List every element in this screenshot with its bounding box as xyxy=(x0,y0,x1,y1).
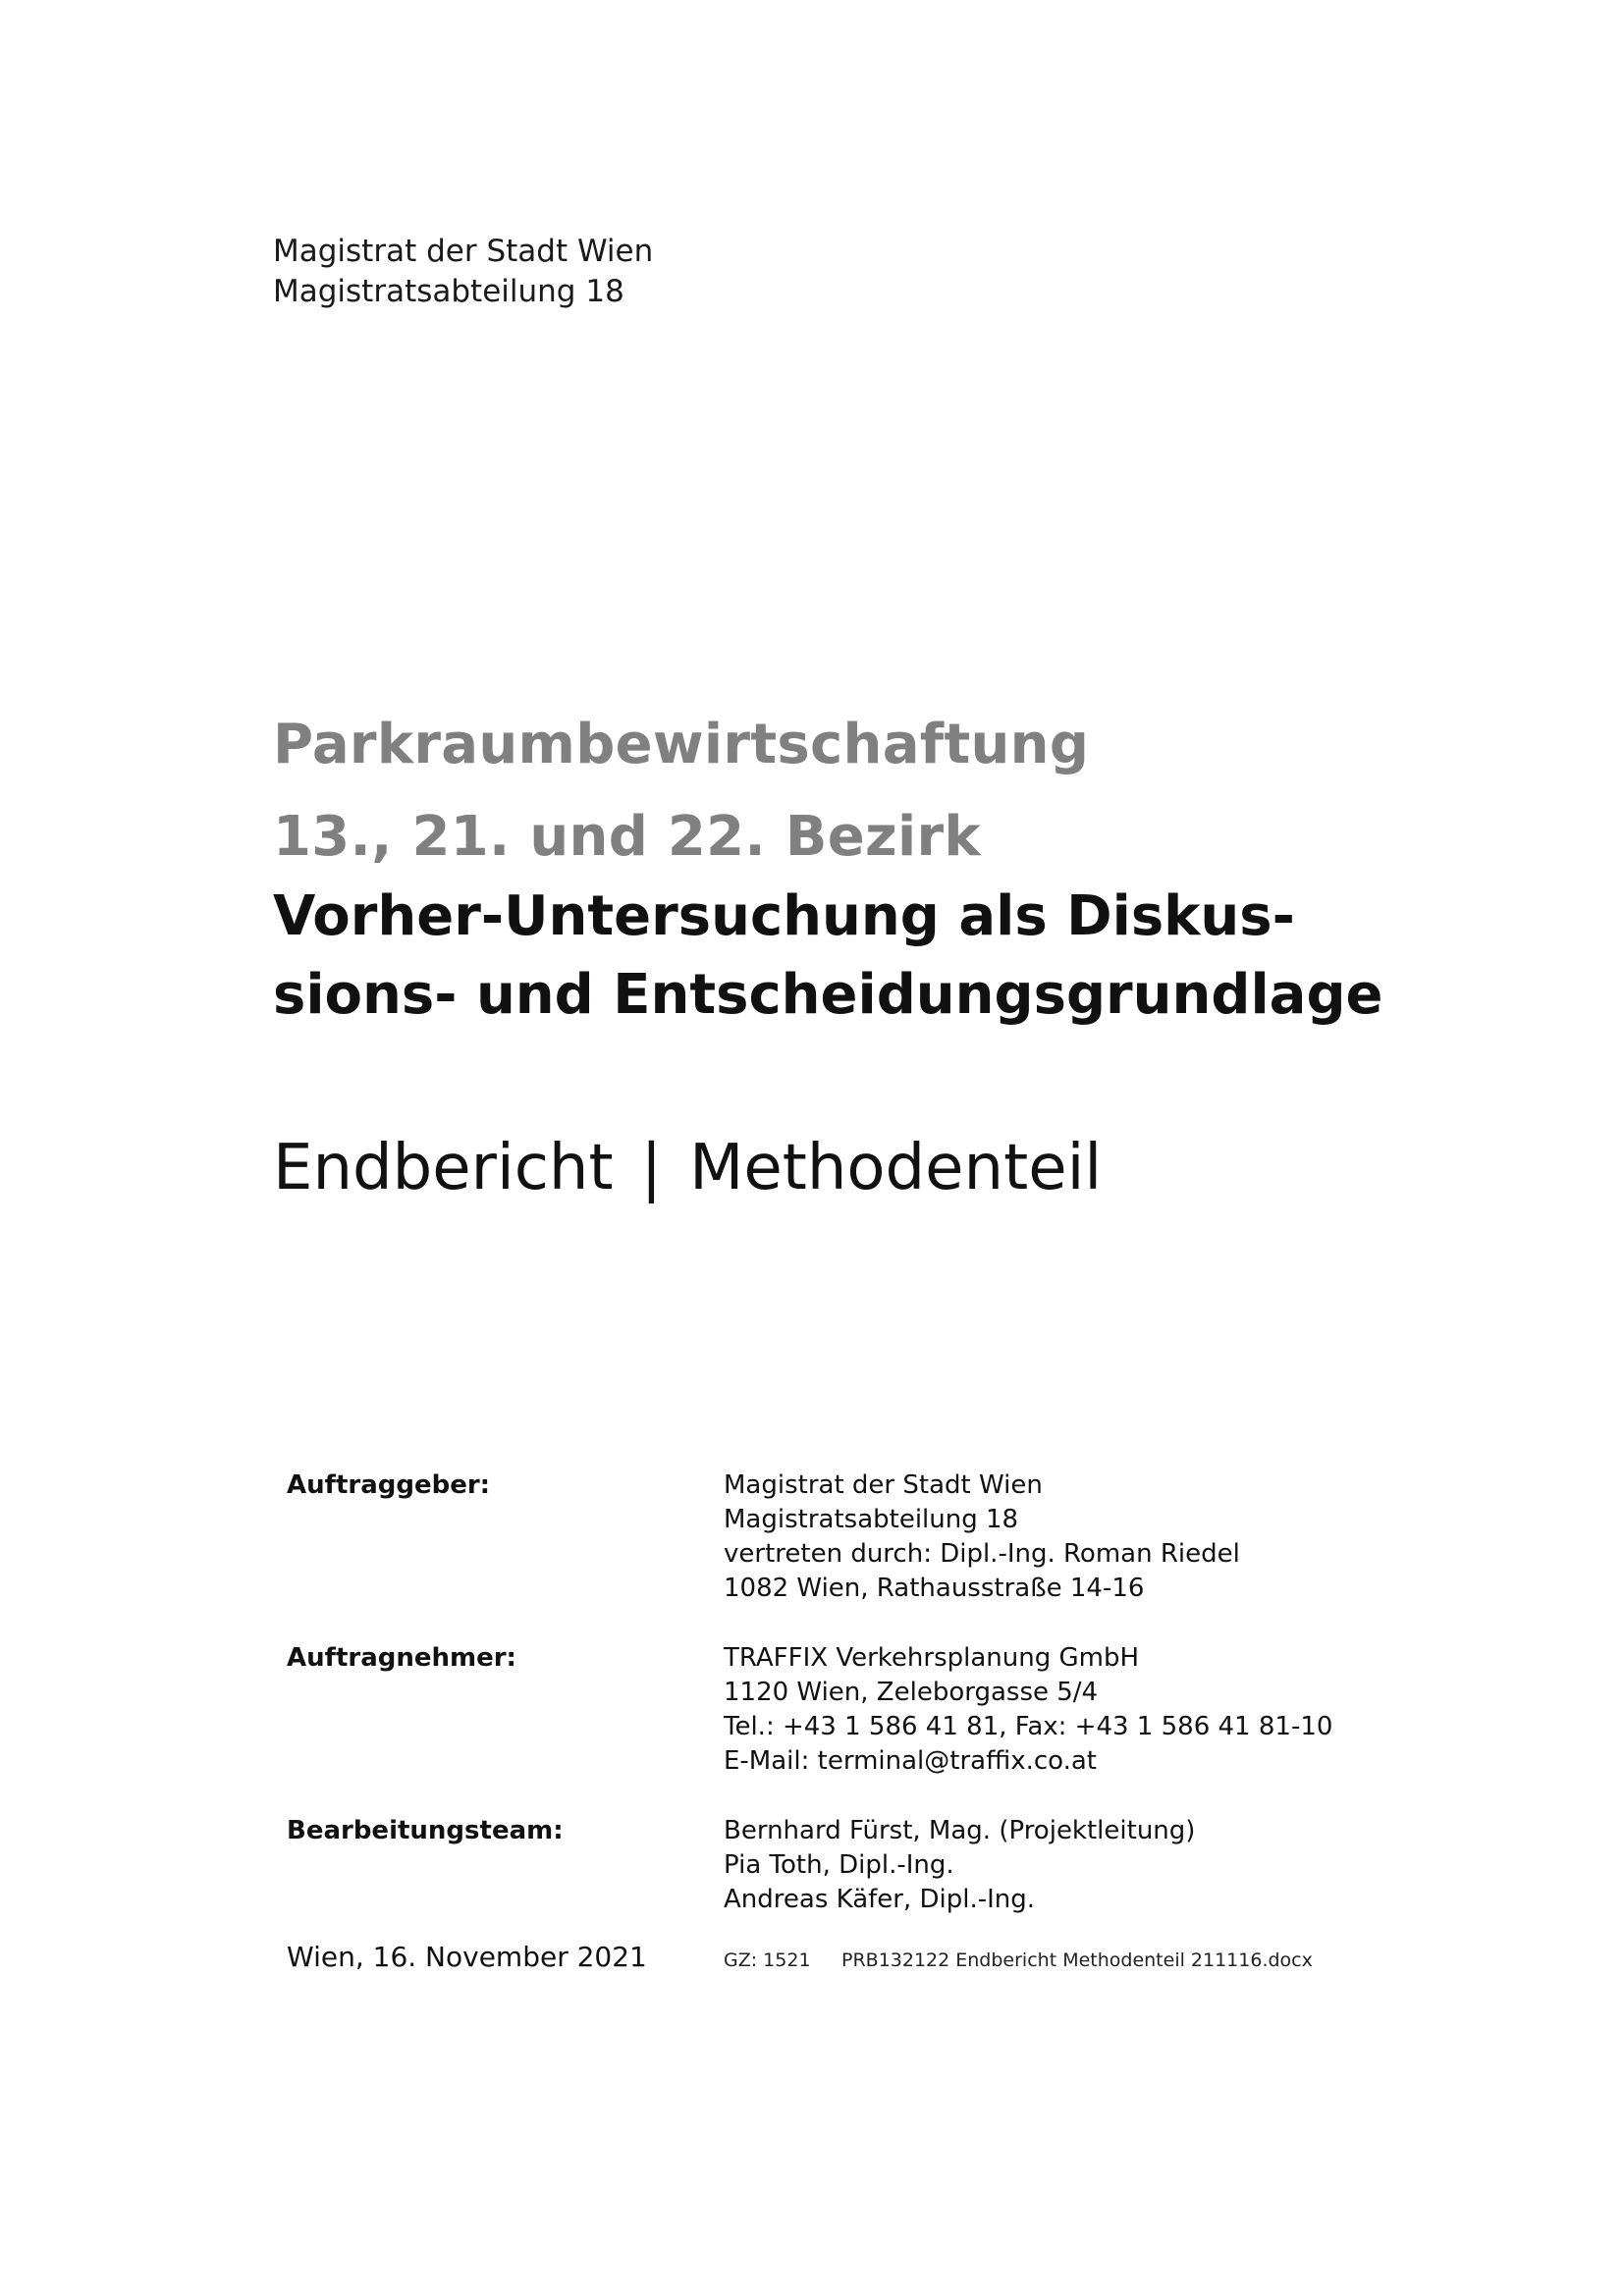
info-values xyxy=(724,1641,1367,1779)
report-type-part-2: Methodenteil xyxy=(689,1132,1103,1204)
info-label: Auftraggeber: xyxy=(287,1470,491,1500)
report-type-part-1: Endbericht xyxy=(273,1132,614,1204)
info-label: Bearbeitungsteam: xyxy=(287,1816,564,1845)
info-value-line: Magistrat der Stadt Wien xyxy=(724,1470,1043,1500)
info-value-line: E-Mail: terminal@traffix.co.at xyxy=(724,1746,1097,1776)
info-value-line: 1120 Wien, Zeleborgasse 5/4 xyxy=(724,1678,1099,1707)
reference-number: GZ: 1521 xyxy=(724,1949,811,1971)
report-type-separator: | xyxy=(640,1132,663,1204)
info-value-line: Bernhard Fürst, Mag. (Projektleitung) xyxy=(724,1816,1196,1845)
info-row-client xyxy=(287,1468,1367,1606)
info-value-line: Tel.: +43 1 586 41 81, Fax: +43 1 586 41 81-10 xyxy=(724,1712,1333,1741)
date-line: Wien, 16. November 2021 xyxy=(287,1941,647,1973)
issuer-line-2: Magistratsabteilung 18 xyxy=(273,274,624,309)
info-values xyxy=(724,1814,1367,1917)
file-name: PRB132122 Endbericht Methodenteil 211116.docx xyxy=(841,1949,1313,1971)
title-line-2: 13., 21. und 22. Bezirk xyxy=(273,805,981,869)
report-type xyxy=(273,1129,1102,1207)
info-row-contractor xyxy=(287,1641,1367,1779)
info-row-team xyxy=(287,1814,1367,1917)
info-value-line: 1082 Wien, Rathausstraße 14-16 xyxy=(724,1574,1145,1603)
title-block xyxy=(273,699,1549,1035)
project-info xyxy=(287,1468,1367,1952)
info-label: Auftragnehmer: xyxy=(287,1643,516,1673)
subtitle xyxy=(273,878,1549,1035)
info-value-line: Andreas Käfer, Dipl.-Ing. xyxy=(724,1885,1036,1914)
info-value-line: vertreten durch: Dipl.-Ing. Roman Riedel xyxy=(724,1539,1240,1569)
issuer-line-1: Magistrat der Stadt Wien xyxy=(273,234,654,269)
info-value-line: Pia Toth, Dipl.-Ing. xyxy=(724,1850,954,1880)
subtitle-line-2: sions- und Entscheidungsgrundlage xyxy=(273,963,1383,1027)
info-value-line: TRAFFIX Verkehrsplanung GmbH xyxy=(724,1643,1140,1673)
info-values xyxy=(724,1468,1367,1606)
info-value-line: Magistratsabteilung 18 xyxy=(724,1505,1019,1534)
title-line-1: Parkraumbewirtschaftung xyxy=(273,713,1090,776)
issuer-header xyxy=(273,232,653,312)
subtitle-line-1: Vorher-Untersuchung als Diskus- xyxy=(273,884,1295,948)
